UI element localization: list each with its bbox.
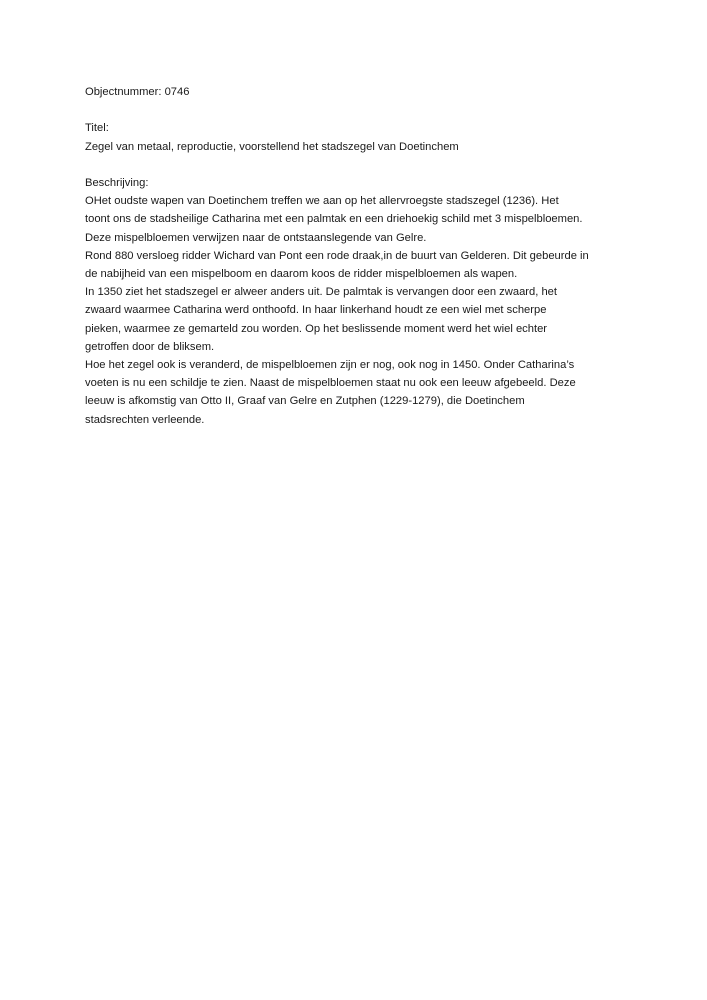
document-body (85, 83, 625, 429)
title-text: Zegel van metaal, reproductie, voorstellend het stadszegel van Doetinchem (85, 140, 459, 153)
description-line: Hoe het zegel ook is veranderd, de mispelbloemen zijn er nog, ook nog in 1450. Onder Catharina’s (85, 359, 575, 372)
description-text (85, 192, 625, 429)
description-line: Deze mispelbloemen verwijzen naar de ontstaanslegende van Gelre. (85, 231, 427, 244)
description-line: pieken, waarmee ze gemarteld zou worden. Op het beslissende moment werd het wiel echter (85, 322, 548, 335)
description-line: de nabijheid van een mispelboom en daarom koos de ridder mispelbloemen als wapen. (85, 268, 518, 280)
description-line: getroffen door de bliksem. (85, 340, 215, 353)
description-line: OHet oudste wapen van Doetinchem treffen we aan op het allervroegste stadszegel (1236). Het (85, 195, 559, 208)
title-label: Titel: (85, 122, 109, 135)
description-line: zwaard waarmee Catharina werd onthoofd. In haar linkerhand houdt ze een wiel met scherpe (85, 304, 547, 317)
description-line: toont ons de stadsheilige Catharina met een palmtak en een driehoekig schild met 3 mispelbloemen. (85, 213, 583, 226)
description-line: voeten is nu een schildje te zien. Naast de mispelbloemen staat nu ook een leeuw afgebeeld. Deze (85, 377, 576, 390)
object-number: Objectnummer: 0746 (85, 86, 190, 98)
description-line: In 1350 ziet het stadszegel er alweer anders uit. De palmtak is vervangen door een zwaard, het (85, 286, 558, 299)
description-label: Beschrijving: (85, 176, 149, 189)
description-line: leeuw is afkomstig van Otto II, Graaf van Gelre en Zutphen (1229-1279), die Doetinchem (85, 395, 525, 408)
spacer (85, 156, 625, 174)
spacer (85, 101, 625, 119)
description-line: stadsrechten verleende. (85, 413, 205, 426)
description-line: Rond 880 versloeg ridder Wichard van Pont een rode draak,in de buurt van Gelderen. Dit gebeurde in (85, 249, 589, 262)
